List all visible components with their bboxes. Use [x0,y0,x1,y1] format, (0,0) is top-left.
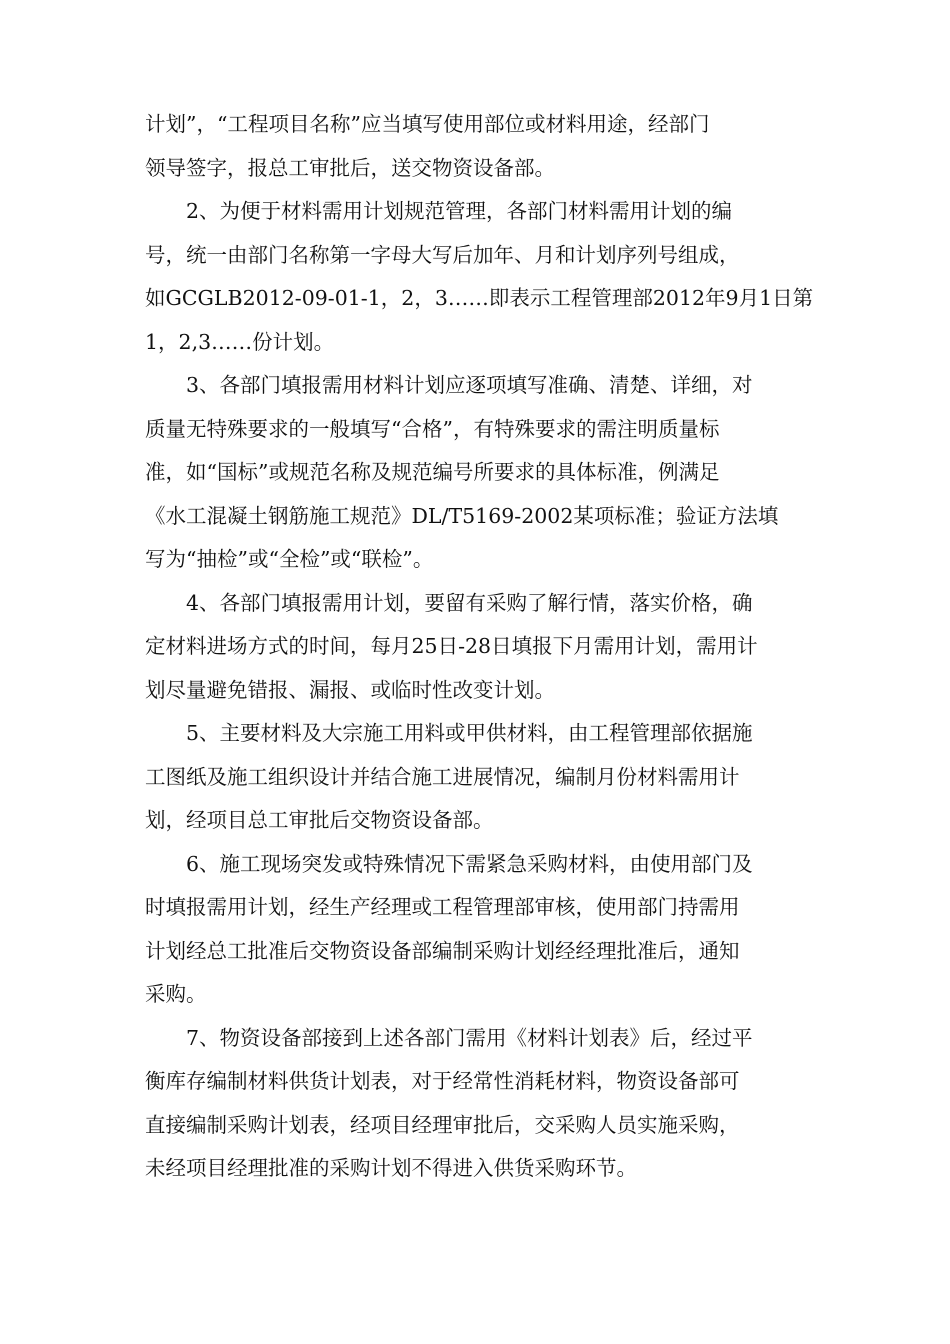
text-line: 划，经项目总工审批后交物资设备部。 [145,808,494,832]
text-line: 准，如“国标”或规范名称及规范编号所要求的具体标准，例满足 [145,460,720,484]
text-line: 5、主要材料及大宗施工用料或甲供材料，由工程管理部依据施 [186,721,753,745]
document-body [145,103,814,1191]
text-line: 7、物资设备部接到上述各部门需用《材料计划表》后，经过平 [186,1025,753,1050]
paragraph-item-2 [145,190,814,364]
text-line: 1，2,3……份计划。 [145,329,335,354]
text-line: 2、为便于材料需用计划规范管理，各部门材料需用计划的编 [186,199,733,223]
text-line: 衡库存编制材料供货计划表，对于经常性消耗材料，物资设备部可 [145,1069,740,1093]
text-line: 质量无特殊要求的一般填写“合格”，有特殊要求的需注明质量标 [145,416,720,441]
text-line: 计划经总工批准后交物资设备部编制采购计划经经理批准后，通知 [145,938,740,963]
text-line: 未经项目经理批准的采购计划不得进入供货采购环节。 [145,1156,637,1180]
text-line: 4、各部门填报需用计划，要留有采购了解行情，落实价格，确 [186,590,753,615]
paragraph-item-6 [145,843,805,1017]
text-line: 直接编制采购计划表，经项目经理审批后，交采购人员实施采购， [145,1112,740,1137]
text-line: 《水工混凝土钢筋施工规范》DL/T5169-2002某项标准；验证方法填 [145,503,779,528]
text-line: 号，统一由部门名称第一字母大写后加年、月和计划序列号组成， [145,242,740,267]
text-line: 采购。 [145,982,207,1006]
paragraph-item-7 [145,1017,805,1191]
text-line: 时填报需用计划，经生产经理或工程管理部审核，使用部门持需用 [145,895,740,919]
text-line: 6、施工现场突发或特殊情况下需紧急采购材料，由使用部门及 [186,851,753,876]
text-line: 划尽量避免错报、漏报、或临时性改变计划。 [145,677,555,702]
text-line: 如GCGLB2012-09-01-1，2，3……即表示工程管理部2012年9月1日第 [145,286,814,310]
text-line: 工图纸及施工组织设计并结合施工进展情况，编制月份材料需用计 [145,764,740,789]
text-line: 领导签字，报总工审批后，送交物资设备部。 [145,155,555,180]
text-line: 计划”，“工程项目名称”应当填写使用部位或材料用途，经部门 [145,112,710,136]
paragraph-continuation [145,103,805,190]
text-line: 定材料进场方式的时间，每月25日-28日填报下月需用计划，需用计 [145,634,758,658]
paragraph-item-5 [145,712,805,843]
text-line: 3、各部门填报需用材料计划应逐项填写准确、清楚、详细，对 [186,373,753,397]
text-line: 写为“抽检”或“全检”或“联检”。 [145,547,434,571]
paragraph-item-4 [145,582,805,713]
paragraph-item-3 [145,364,805,582]
